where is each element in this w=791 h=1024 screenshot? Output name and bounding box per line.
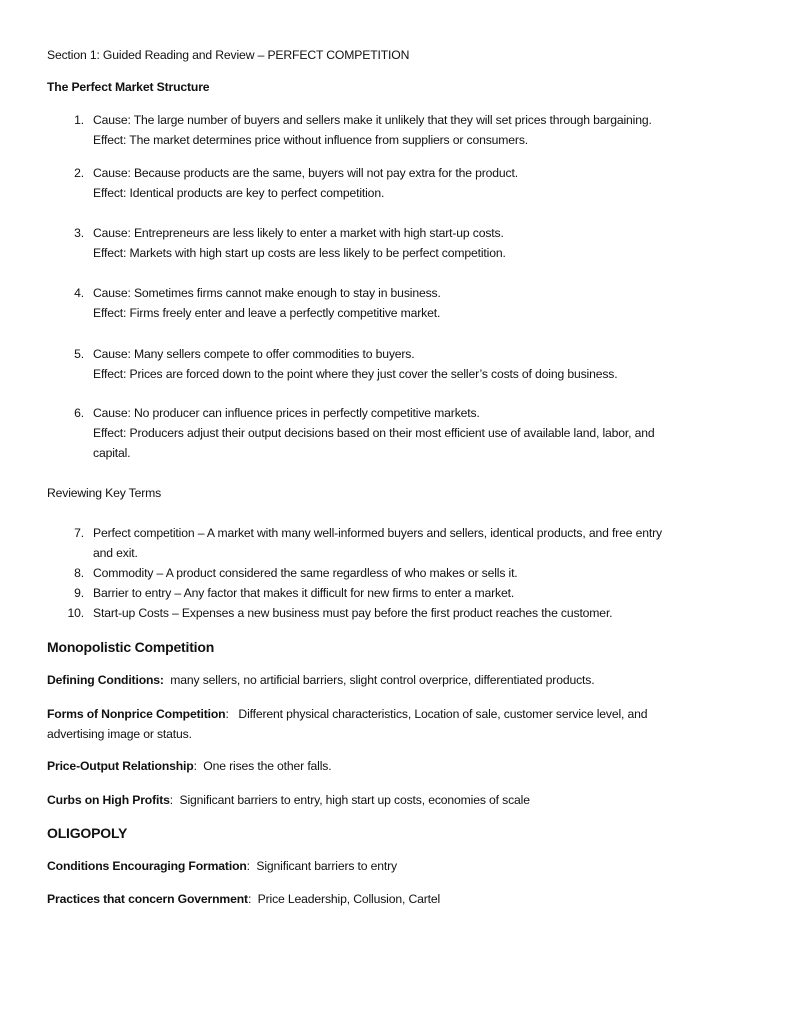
item-number: 7. [74, 526, 84, 540]
value: : Significant barriers to entry [246, 859, 397, 873]
value: many sellers, no artificial barriers, slight control overprice, differentiated products. [163, 673, 595, 687]
term-text: Perfect competition – A market with many well-informed buyers and sellers, identical products, and free entry [93, 526, 662, 540]
effect-text: Effect: Prices are forced down to the point where they just cover the seller’s costs of doing business. [93, 367, 618, 381]
item-number: 10. [67, 606, 84, 620]
defining-conditions [47, 670, 594, 690]
term-text: Barrier to entry – Any factor that makes it difficult for new firms to enter a market. [93, 586, 515, 600]
item-number: 6. [74, 406, 84, 420]
label: Conditions Encouraging Formation [47, 859, 247, 873]
cause-text: Cause: Sometimes firms cannot make enough to stay in business. [93, 286, 441, 300]
cause-text: Cause: Because products are the same, buyers will not pay extra for the product. [93, 166, 518, 180]
effect-text: Effect: The market determines price without influence from suppliers or consumers. [93, 133, 528, 147]
item-number: 9. [74, 586, 84, 600]
term-text-continued: and exit. [93, 546, 138, 560]
curbs-on-profits [47, 790, 530, 810]
item-number: 8. [74, 566, 84, 580]
effect-text: Effect: Producers adjust their output decisions based on their most efficient use of available land, labor, and [93, 426, 655, 440]
label: Forms of Nonprice Competition [47, 707, 226, 721]
conditions-formation [47, 856, 397, 876]
value: : Price Leadership, Collusion, Cartel [247, 892, 441, 906]
effect-text-continued: capital. [93, 446, 131, 460]
list-item [47, 344, 747, 384]
cause-text: Cause: Many sellers compete to offer commodities to buyers. [93, 347, 415, 361]
list-item [47, 563, 747, 583]
label: Practices that concern Government [47, 892, 248, 906]
heading-oligopoly: OLIGOPOLY [47, 825, 128, 841]
label: Defining Conditions: [47, 673, 164, 687]
cause-text: Cause: No producer can influence prices in perfectly competitive markets. [93, 406, 480, 420]
item-number: 3. [74, 226, 84, 240]
value: : Significant barriers to entry, high start up costs, economies of scale [169, 793, 530, 807]
cause-text: Cause: The large number of buyers and sellers make it unlikely that they will set prices through bargaining. [93, 113, 652, 127]
heading-monopolistic: Monopolistic Competition [47, 639, 215, 655]
list-item [47, 163, 747, 203]
cause-text: Cause: Entrepreneurs are less likely to enter a market with high start-up costs. [93, 226, 504, 240]
effect-text: Effect: Identical products are key to perfect competition. [93, 186, 385, 200]
list-item [47, 403, 747, 463]
list-item [47, 583, 747, 603]
effect-text: Effect: Firms freely enter and leave a perfectly competitive market. [93, 306, 441, 320]
heading-perfect-market: The Perfect Market Structure [47, 80, 210, 94]
label: Price-Output Relationship [47, 759, 194, 773]
value: : Different physical characteristics, Location of sale, customer service level, and [225, 707, 648, 721]
effect-text: Effect: Markets with high start up costs are less likely to be perfect competition. [93, 246, 506, 260]
practices-government [47, 889, 440, 909]
value-continued: advertising image or status. [47, 727, 192, 741]
list-item [47, 523, 747, 563]
section-title: Section 1: Guided Reading and Review – PERFECT COMPETITION [47, 48, 410, 62]
list-item [47, 223, 747, 263]
item-number: 4. [74, 286, 84, 300]
item-number: 2. [74, 166, 84, 180]
nonprice-competition [47, 704, 647, 744]
heading-key-terms: Reviewing Key Terms [47, 486, 162, 500]
item-number: 1. [74, 113, 84, 127]
list-item [47, 603, 747, 623]
label: Curbs on High Profits [47, 793, 170, 807]
list-item [47, 110, 747, 150]
term-text: Commodity – A product considered the same regardless of who makes or sells it. [93, 566, 518, 580]
list-item [47, 283, 747, 323]
price-output-relationship [47, 756, 331, 776]
item-number: 5. [74, 347, 84, 361]
term-text: Start-up Costs – Expenses a new business must pay before the first product reaches the customer. [93, 606, 613, 620]
value: : One rises the other falls. [193, 759, 332, 773]
